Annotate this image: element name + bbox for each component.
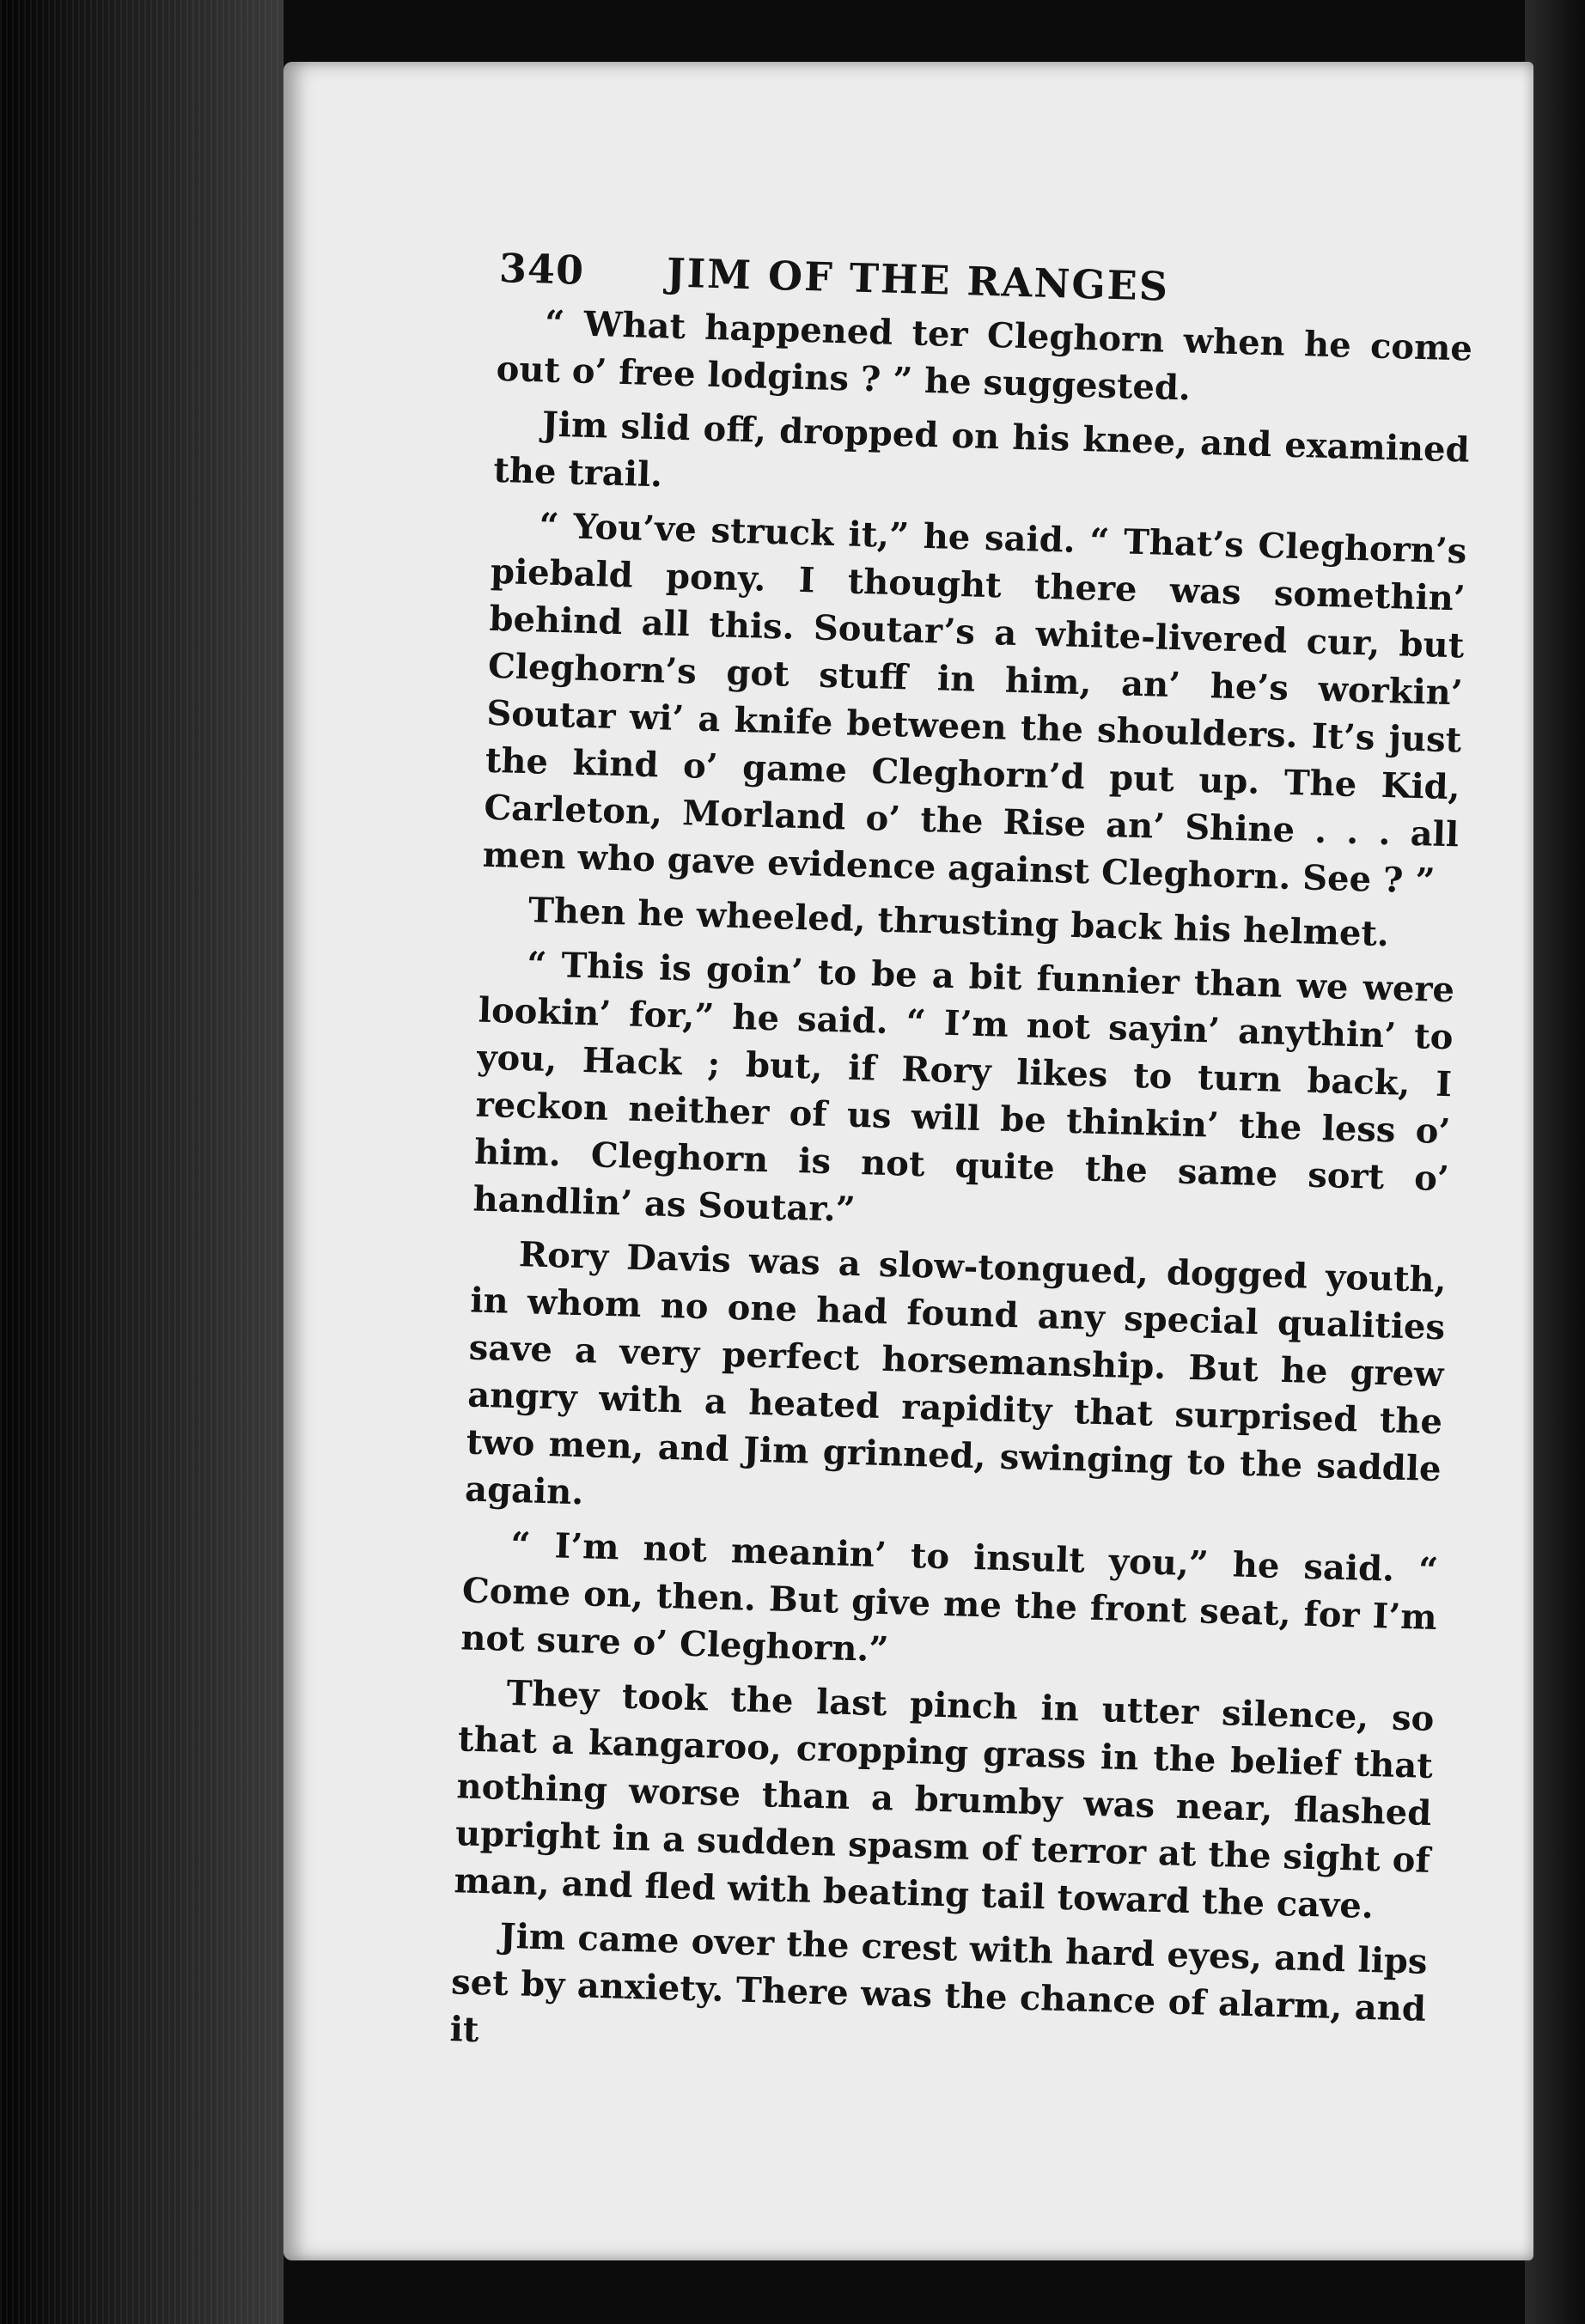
running-head-title: JIM OF THE RANGES [666,249,1170,310]
page-number: 340 [498,244,585,294]
paragraph: Jim slid off, dropped on his knee, and examined the trail. [492,404,1471,496]
body-text [449,298,1473,2080]
text-block [449,238,1475,2087]
book-right-edge [1525,0,1585,2324]
paragraph: “ You’ve struck it,” he said. “ That’s Cleghorn’s piebald pony. I thought there was somethin’ behind all this. Soutar’s a white-livered cur, but Cleghorn’s got stuff in him, an’ he’s workin’ Soutar wi’ a knife between the shoulders. It’s just the kind o’ game Cleghorn’d put up. The Kid, Carleton, Morland o’ the Rise an’ Shine . . . all men who gave evidence against Cleghorn. See ? ” [482,505,1467,902]
paragraph: “ This is goin’ to be a bit funnier than we were lookin’ for,” he said. “ I’m not sayin’ anythin’ to you, Hack ; but, if Rory likes to turn back, I reckon neither of us will be thinkin’ the less o’ him. Cleghorn is not quite the same sort o’ handlin’ as Soutar.” [472,944,1455,1230]
paragraph: Jim came over the crest with hard eyes, and lips set by anxiety. There was the chance of alarm, and it [449,1915,1429,2051]
paragraph: “ I’m not meanin’ to insult you,” he said. “ Come on, then. But give me the front seat, for I’m not sure o’ Cleghorn.” [460,1524,1439,1670]
book-spine-edge [0,0,283,2324]
paragraph: Then he wheeled, thrusting back his helmet. [527,890,1390,955]
page-paper [283,62,1533,2260]
paragraph: Rory Davis was a slow-tongued, dogged youth, in whom no one had found any special qualities save a very perfect horsemanship. But he grew angry with a heated rapidity that surprised the two men, and Jim grinned, swinging to the saddle again. [464,1234,1448,1513]
paragraph: “ What happened ter Cleghorn when he come out o’ free lodgins ? ” he suggested. [496,302,1473,409]
paragraph: They took the last pinch in utter silence, so that a kangaroo, cropping grass in the belief that nothing worse than a brumby was near, flashed upright in a sudden spasm of terror at the sight of man, and fled with beating tail toward the cave. [453,1672,1435,1927]
